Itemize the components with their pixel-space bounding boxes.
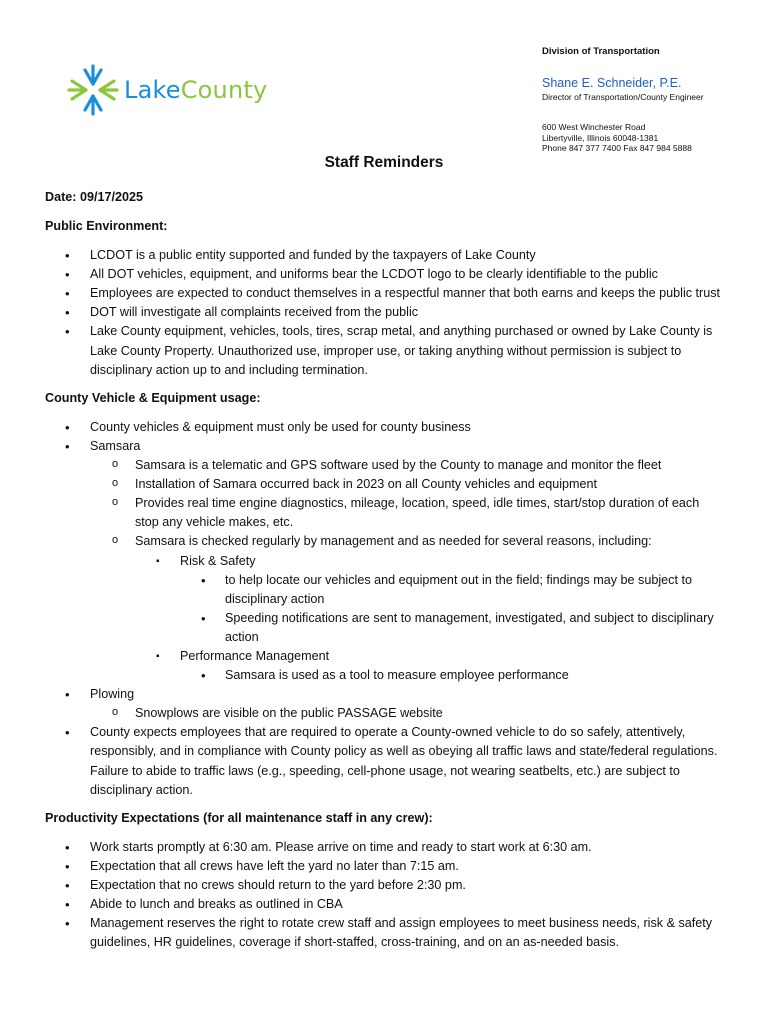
- section-heading-public-environment: Public Environment:: [45, 219, 168, 233]
- list-item: • Management reserves the right to rotate crew staff and assign employees to meet business needs, risk & safety guidelines, HR guidelines, coverage if short-staffed, cross-training, and on an as-needed basis.: [45, 914, 725, 952]
- list-item: • Abide to lunch and breaks as outlined in CBA: [45, 895, 725, 914]
- detail-item: • Speeding notifications are sent to management, investigated, and subject to disciplinary action: [180, 609, 725, 647]
- director-name: Shane E. Schneider, P.E.: [542, 76, 682, 90]
- sublist-item-reasons: [90, 532, 725, 685]
- memo-date: Date: 09/17/2025: [45, 190, 144, 204]
- list-item: • DOT will investigate all complaints received from the public: [45, 303, 725, 322]
- list-item-samsara: [45, 437, 725, 685]
- productivity-list: [45, 838, 725, 953]
- list-item: • Work starts promptly at 6:30 am. Please arrive on time and ready to start work at 6:30 am.: [45, 838, 725, 857]
- list-item: • County expects employees that are required to operate a County-owned vehicle to do so safely, attentively, responsibly, and in compliance with County policy as well as obeying all traffic laws and state/federal regulations. Failure to abide to traffic laws (e.g., speeding, cell-phone usage, not wearing seatbelts, etc.) are subject to disciplinary action.: [45, 723, 725, 799]
- list-item: • Expectation that all crews have left the yard no later than 7:15 am.: [45, 857, 725, 876]
- reason-performance: [135, 647, 725, 685]
- section-heading-vehicle-usage: County Vehicle & Equipment usage:: [45, 390, 261, 405]
- address-block: [542, 122, 692, 154]
- reasons-list: [135, 552, 725, 686]
- list-item: • County vehicles & equipment must only be used for county business: [45, 418, 725, 437]
- plowing-sublist: [90, 704, 725, 723]
- sublist-item: o Samsara is a telematic and GPS software used by the County to manage and monitor the fleet: [90, 456, 725, 475]
- list-item-plowing: [45, 685, 725, 723]
- address-line-2: Libertyville, Illinois 60048-1381: [542, 132, 659, 143]
- public-environment-list: [45, 246, 725, 380]
- detail-item: • to help locate our vehicles and equipment out in the field; findings may be subject to disciplinary action: [180, 571, 725, 609]
- phone-line: Phone 847 377 7400 Fax 847 984 5888: [542, 143, 692, 153]
- address-line-1: 600 West Winchester Road: [542, 122, 646, 132]
- performance-label: Performance Management: [180, 648, 330, 663]
- logo-wordmark: LakeCounty: [124, 76, 268, 104]
- plowing-label: Plowing: [90, 687, 135, 702]
- list-item: • All DOT vehicles, equipment, and uniforms bear the LCDOT logo to be clearly identifiable to the public: [45, 265, 725, 284]
- snowflake-logo-icon: [66, 62, 120, 118]
- list-item: • LCDOT is a public entity supported and funded by the taxpayers of Lake County: [45, 246, 725, 265]
- section-heading-productivity: Productivity Expectations (for all maintenance staff in any crew):: [45, 810, 433, 825]
- vehicle-usage-list: [45, 418, 725, 800]
- list-item: • Lake County equipment, vehicles, tools, tires, scrap metal, and anything purchased or owned by Lake County is Lake County Property. Unauthorized use, improper use, or taking anything without permission is subject to disciplinary action up to and including termination.: [45, 322, 725, 379]
- samsara-sublist: [90, 456, 725, 685]
- risk-safety-label: Risk & Safety: [180, 553, 256, 568]
- risk-safety-list: [180, 571, 725, 647]
- director-role: Director of Transportation/County Engineer: [542, 92, 704, 102]
- performance-list: [180, 666, 725, 685]
- samsara-label: Samsara: [90, 438, 141, 453]
- reasons-label: Samsara is checked regularly by management and as needed for several reasons, including:: [135, 534, 652, 549]
- detail-item: • Samsara is used as a tool to measure employee performance: [180, 666, 725, 685]
- page-title: Staff Reminders: [324, 154, 444, 171]
- list-item: • Expectation that no crews should return to the yard before 2:30 pm.: [45, 876, 725, 895]
- sublist-item: o Installation of Samara occurred back in 2023 on all County vehicles and equipment: [90, 475, 725, 494]
- sublist-item: o Snowplows are visible on the public PASSAGE website: [90, 704, 725, 723]
- reason-risk-safety: [135, 552, 725, 647]
- document-body: [45, 188, 725, 952]
- lake-county-logo: [66, 62, 266, 118]
- sublist-item: o Provides real time engine diagnostics, mileage, location, speed, idle times, start/stop duration of each stop any vehicle makes, etc.: [90, 494, 725, 532]
- list-item: • Employees are expected to conduct themselves in a respectful manner that both earns and keeps the public trust: [45, 284, 725, 303]
- division-name: Division of Transportation: [542, 46, 660, 57]
